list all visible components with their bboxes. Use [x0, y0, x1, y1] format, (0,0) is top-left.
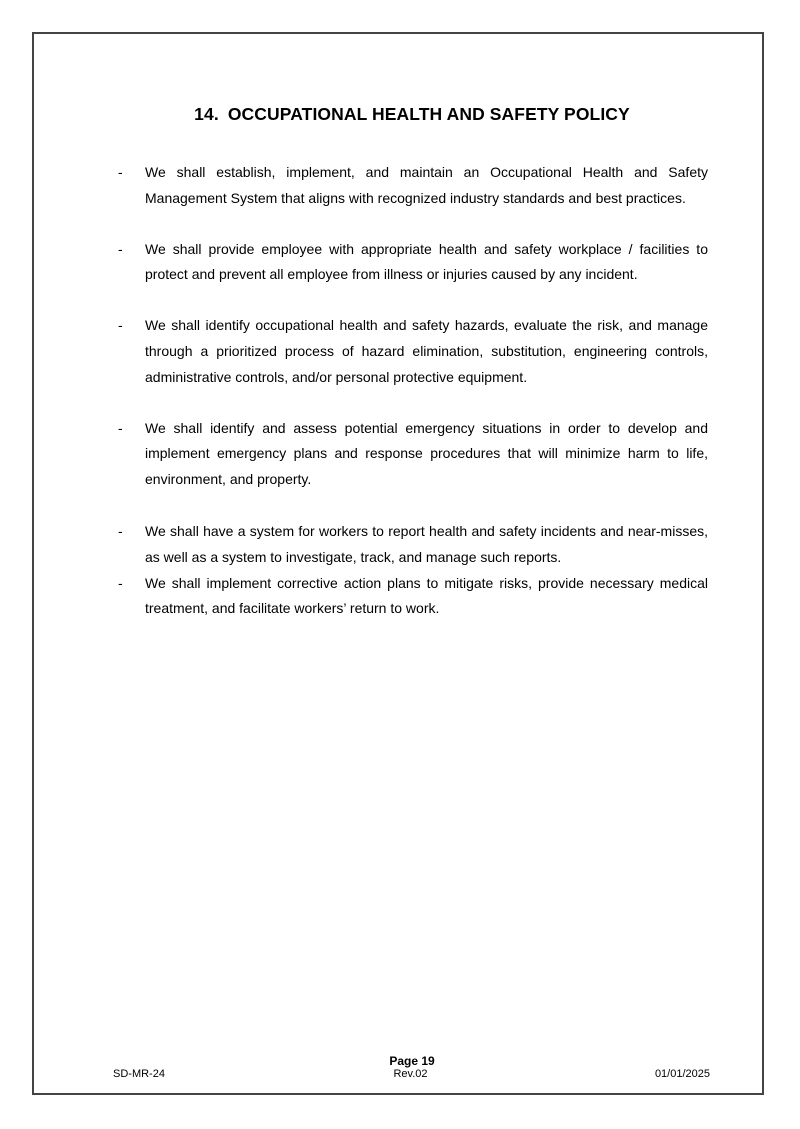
- policy-item-text: We shall establish, implement, and maintain an Occupational Health and Safety Management System that aligns with recognized industry standards and best practices.: [145, 164, 708, 206]
- policy-item-text: We shall provide employee with appropriate health and safety workplace / facilities to protect and prevent all employee from illness or injuries caused by any incident.: [145, 240, 708, 283]
- policy-item: [118, 237, 708, 289]
- policy-item-text: We shall implement corrective action plans to mitigate risks, provide necessary medical treatment, and facilitate workers’ return to work.: [145, 574, 708, 617]
- bullet-dash: -: [118, 419, 123, 436]
- document-code: SD-MR-24: [113, 1068, 165, 1080]
- section-number: 14.: [194, 104, 219, 124]
- policy-item: [118, 416, 708, 493]
- footer: [113, 1068, 710, 1080]
- policy-item-text: We shall identify occupational health and safety hazards, evaluate the risk, and manage through a prioritized process of hazard elimination, substitution, engineering controls, administrative controls, and/or personal protective equipment.: [145, 317, 708, 385]
- page-number: Page 19: [389, 1054, 435, 1068]
- policy-item: [118, 313, 708, 390]
- policy-item: [118, 519, 708, 571]
- bullet-dash: -: [118, 574, 123, 591]
- document-date: 01/01/2025: [654, 1068, 710, 1080]
- section-heading: [0, 104, 800, 125]
- bullet-dash: -: [118, 522, 123, 539]
- policy-item: [118, 571, 708, 623]
- policy-item: [118, 160, 708, 212]
- policy-item-text: We shall identify and assess potential emergency situations in order to develop and implement emergency plans and response procedures that will minimize harm to life, environment, and property.: [145, 419, 708, 488]
- bullet-dash: -: [118, 164, 123, 180]
- policy-list: [118, 160, 708, 622]
- policy-item-text: We shall have a system for workers to report health and safety incidents and near-misses, as well as a system to investigate, track, and manage such reports.: [145, 522, 708, 565]
- bullet-dash: -: [118, 317, 123, 334]
- bullet-dash: -: [118, 240, 123, 257]
- section-title: OCCUPATIONAL HEALTH AND SAFETY POLICY: [227, 104, 630, 124]
- revision-label: Rev.02: [393, 1068, 428, 1080]
